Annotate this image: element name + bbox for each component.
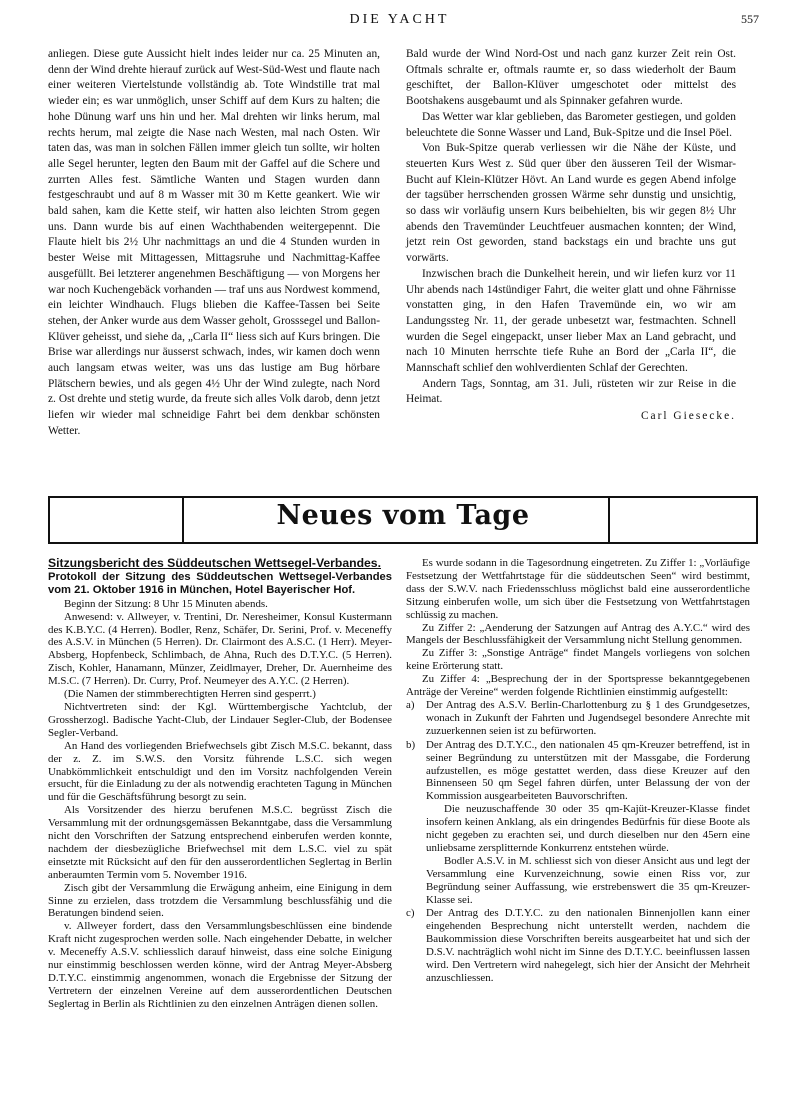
report-paragraph: (Die Namen der stimmberechtigten Herren sind gesperrt.) xyxy=(64,688,316,701)
report-paragraph: Es wurde sodann in die Tagesordnung eingetreten. Zu Ziffer 1: „Vorläufige Festsetzung der Wettfahrtstage für die süddeutschen Seen“ wird bestimmt, dass der S.W.V. nach Friedensschluss möglichst bald eine ausserordentliche Sitzung einberufen wolle, um sich über die Festsetzung von Wettfahrtstagen schlüssig zu machen. xyxy=(406,557,750,621)
report-paragraph: Als Vorsitzender des hierzu berufenen M.S.C. begrüsst Zisch die Versammlung mit der ordnungsgemässen Bekanntgabe, dass die Versammlung nicht den Vorschriften der Satzung entsprechend einberufen werden konnte, nachdem der diesbezügliche Briefwechsel mit dem L.S.C. viel zu spät einsetzte mit Rücksicht auf den für den ausserordentlichen Seglertag in Berlin anberaumten Termin vom 5. November 1916. xyxy=(48,804,392,881)
article-paragraph: Inzwischen brach die Dunkelheit herein, und wir liefen kurz vor 11 Uhr abends nach 14stündiger Fahrt, die weiter glatt und ohne Fährnisse vonstatten ging, in den Hafen Travemünde ein, wo wir am Landungssteg Nr. 11, der gerade unbesetzt war, festmachten. Schnell wurden die Segel eingepackt, unser lieber Max an Land gebracht, und nach 10 Minuten herrschte tiefe Ruhe an Bord der „Carla II“, die Mannschaft schlief den wohlverdienten Schlaf der Gerechten. xyxy=(406,267,736,375)
report-paragraph: An Hand des vorliegenden Briefwechsels gibt Zisch M.S.C. bekannt, dass der z. Z. im S.W.S. den Vorsitz führende L.S.C. sich wegen Unabkömmlichkeit entschuldigt und den im Vorsitz nachfolgenden Verein ersucht, für die Einladung zu der als notwendig erachteten Tagung in München und für die Geschäftsführung besorgt zu sein. xyxy=(48,739,392,804)
article-paragraph: anliegen. Diese gute Aussicht hielt indes leider nur ca. 25 Minuten an, denn der Wind drehte hierauf zurück auf West-Süd-West und flaute nach einer weiteren Viertelstunde vollständig ab. Tote Windstille trat mal wieder ein; es war unmöglich, unser Schiff auf dem Kurs zu halten; die hohe Dünung warf uns hin und her. Mal drehten wir links herum, mal rechts herum, mal zeigte die Nase nach Westen, mal nach Osten. Wir taten das, was man in solchen Fällen immer gleich tun sollte, wir holten alle Segel herunter, legten den Baum mit der Gaffel auf die Schere und zurrten Alles fest. Sämtliche Wanten und Stagen wurden dann festgeschraubt und auf 8 m Wasser mit 30 m Kette geankert. Wie wir bald sahen, kam die Kette steif, wir hatten also leichten Strom gegen uns. Dann wurde bis auf einen Wachthabenden weitergepennt. Die Flaute hielt bis 2½ Uhr nachmittags an und die 4 Stunden wurden in bester Weise mit Mittagessen, Mittagsruhe und Nachmittag-Kaffee ausgefüllt. Bei letzterer angenehmen Beschäftigung — von Morgens her war noch Kuchengebäck vorhanden — traf uns aus Nordwest kommend, ein leichter Windhauch. Flugs blieben die Kaffee-Tassen bei Seite stehen, der Anker wurde aus dem Wasser geholt, Grosssegel und Ballon-Klüver geheisst, und siehe da, „Carla II“ liess sich auf Kurs bringen. Die Brise war allerdings nur äusserst schwach, indes, wir kamen doch wenn auch langsam etwas weiter, was uns das lustige am Bug hörbare Plätschern bewies, und als gegen 4½ Uhr der Wind zulegte, nach Nord z. Ost drehte und stetig wurde, da freute sich alles Volk darob, denn jetzt liefen wir wieder mal schneidige Fahrt bei dem denkbar schönsten Wetter. xyxy=(48,48,380,437)
author-signature: Carl Giesecke. xyxy=(640,410,736,423)
report-paragraph: v. Allweyer fordert, dass den Versammlungsbeschlüssen eine bindende Kraft nicht zugesprochen werden solle. Nach eingehender Debatte, in welcher v. Meceneffy A.S.V. schliesslich darauf hinweist, dass eine solche Einigung nur einstimmig beschlossen werden könne, wird der Antrag Meyer-Absberg D.T.Y.C. einstimmig angenommen, wonach die Ergebnisse der Sitzung der Vertretern der einzelnen Vereine auf dem ausserordentlichen Deutschen Seglertag in Berlin als Richtlinien zu den einzelnen Anträgen dienen sollen. xyxy=(48,920,392,1010)
list-item xyxy=(406,739,750,907)
list-item-text: Der Antrag des D.T.Y.C., den nationalen 45 qm-Kreuzer betreffend, ist in seiner Begründung zu unterstützen mit der Massgabe, die Forderung aufzustellen, es möge gestattet werden, dass diese Kreuzer auf den Binnenseen 50 qm Segel fahren dürfen, unter Belassung der von der Kommission ausgearbeiteten Bauvorschriften. xyxy=(426,738,750,803)
section-banner xyxy=(48,496,758,544)
page-number: 557 xyxy=(741,12,759,26)
report-paragraph: Beginn der Sitzung: 8 Uhr 15 Minuten abends. xyxy=(64,597,268,610)
article-paragraph: Bald wurde der Wind Nord-Ost und nach ganz kurzer Zeit rein Ost. Oftmals schralte er, oftmals raumte er, so dass wiederholt der Baum geschiftet, der Ballon-Klüver umgeschotet oder mittelst des Bootshakens ausgebaumt und als Spinnaker gefahren wurde. xyxy=(406,48,736,108)
report-paragraph: Nichtvertreten sind: der Kgl. Württembergische Yachtclub, der Grossherzogl. Badische Yacht-Club, der Lindauer Segler-Club, der Bodensee Segler-Verband. xyxy=(48,700,392,739)
section-banner-title: Neues vom Tage xyxy=(276,500,530,531)
article-right-column xyxy=(406,47,736,425)
list-item-text: Bodler A.S.V. in M. schliesst sich von dieser Ansicht aus und legt der Versammlung eine Kurvenzeichnung, sowie einen Riss vor, zur Begründung seiner Auffassung, wie erstrebenswert die 35 qm-Kreuzer-Klasse sei. xyxy=(426,854,750,906)
list-item-text: Der Antrag des D.T.Y.C. zu den nationalen Binnenjollen kann einer eingehenden Besprechung nicht unterstellt werden, nachdem die Baukommission diese Vorschriften bereits ausgearbeitet hat und sich der D.S.V. nachträglich wohl nicht im Sinne des D.T.Y.C. beeinflussen lassen wird. Den Vertretern wird nahegelegt, sich hier der Ansicht der Mehrheit anzuschliessen. xyxy=(426,907,750,984)
list-item-label: b) xyxy=(406,738,416,751)
report-right-column xyxy=(406,557,750,986)
list-item-label: a) xyxy=(406,698,415,711)
report-subtitle: Protokoll der Sitzung des Süddeutschen Wettsegel-Verbandes vom 21. Oktober 1916 in München, Hotel Bayerischer Hof. xyxy=(48,570,392,597)
page-header-title: DIE YACHT xyxy=(349,12,450,27)
list-item-text: Die neuzuschaffende 30 oder 35 qm-Kajüt-Kreuzer-Klasse findet insofern keinen Anklang, als ein dringendes Bedürfnis für diese Boote als nicht gegeben zu erachten sei, und durch dieselben nur den 45ern eine unliebsame zersplitternde Konkurrenz entstehen würde. xyxy=(426,803,750,854)
report-paragraph: Zu Ziffer 4: „Besprechung der in der Sportspresse bekanntgegebenen Anträge der Vereine“ werden folgende Richtlinien einstimmig aufgestellt: xyxy=(406,673,750,699)
article-paragraph: Andern Tags, Sonntag, am 31. Juli, rüsteten wir zur Reise in die Heimat. xyxy=(406,377,736,406)
article-paragraph: Das Wetter war klar geblieben, das Barometer gestiegen, und golden beleuchtete die Sonne Wasser und Land, Buk-Spitze und die Insel Pöel. xyxy=(406,110,736,139)
report-paragraph: Zu Ziffer 2: „Aenderung der Satzungen auf Antrag des A.Y.C.“ wird des Mangels der Beschlussfähigkeit der Versammlung nicht Stellung genommen. xyxy=(406,621,750,647)
report-paragraph: Zisch gibt der Versammlung die Erwägung anheim, eine Einigung in dem Sinne zu erzielen, dass trotzdem die Versammlung beschlussfähig und die Beratungen bindend seien. xyxy=(48,881,392,920)
article-paragraph: Von Buk-Spitze querab verliessen wir die Nähe der Küste, und steuerten Kurs West z. Süd quer über den äusseren Teil der Wismar-Bucht auf Klein-Klützer Hövt. An Land wurde es gegen Abend infolge der tagsüber herrschenden grossen Wärme sehr dunstig und unsichtig, so dass wir vorläufig unsern Kurs beibehielten, bis wir gegen 8½ Uhr abends den Travemünder Leuchtfeuer ausmachen konnten; der Wind, jetzt rein Ost geworden, stand backstags ein und brachte uns gut vorwärts. xyxy=(406,142,736,265)
list-item-text: Der Antrag des A.S.V. Berlin-Charlottenburg zu § 1 des Grundgesetzes, wonach in Zukunft der Fahrten und Jugendsegel besondere Anrechte mit zuzuerkennen seien ist zu befürworten. xyxy=(426,698,750,737)
list-item xyxy=(406,907,750,984)
report-paragraph: Zu Ziffer 3: „Sonstige Anträge“ findet Mangels vorliegens von solchen keine Erörterung statt. xyxy=(406,647,750,673)
report-left-column xyxy=(48,557,392,1011)
article-left-column xyxy=(48,47,380,440)
list-item-label: c) xyxy=(406,907,415,920)
report-title: Sitzungsbericht des Süddeutschen Wettsegel-Verbandes. xyxy=(48,556,381,570)
report-paragraph: Anwesend: v. Allweyer, v. Trentini, Dr. Neresheimer, Konsul Kustermann des K.B.Y.C. (4 Herren). Bodler, Renz, Schäfer, Dr. Serini, Prof. v. Meceneffy des A.S.V. in München (5 Herren). Dr. Clairmont des A.S.C. (1 Herr). Meyer-Absberg, Hopfenbeck, Schlimbach, de Ahna, Ruch des D.T.Y.C. (5 Herren). Zisch, Kohler, Hanamann, Münzer, Zeidlmayer, Dreher, Dr. Auernheime des M.S.C. (7 Herren). Dr. Curry, Prof. Neumeyer des A.Y.C. (2 Herren). xyxy=(48,610,392,688)
list-item xyxy=(406,699,750,738)
